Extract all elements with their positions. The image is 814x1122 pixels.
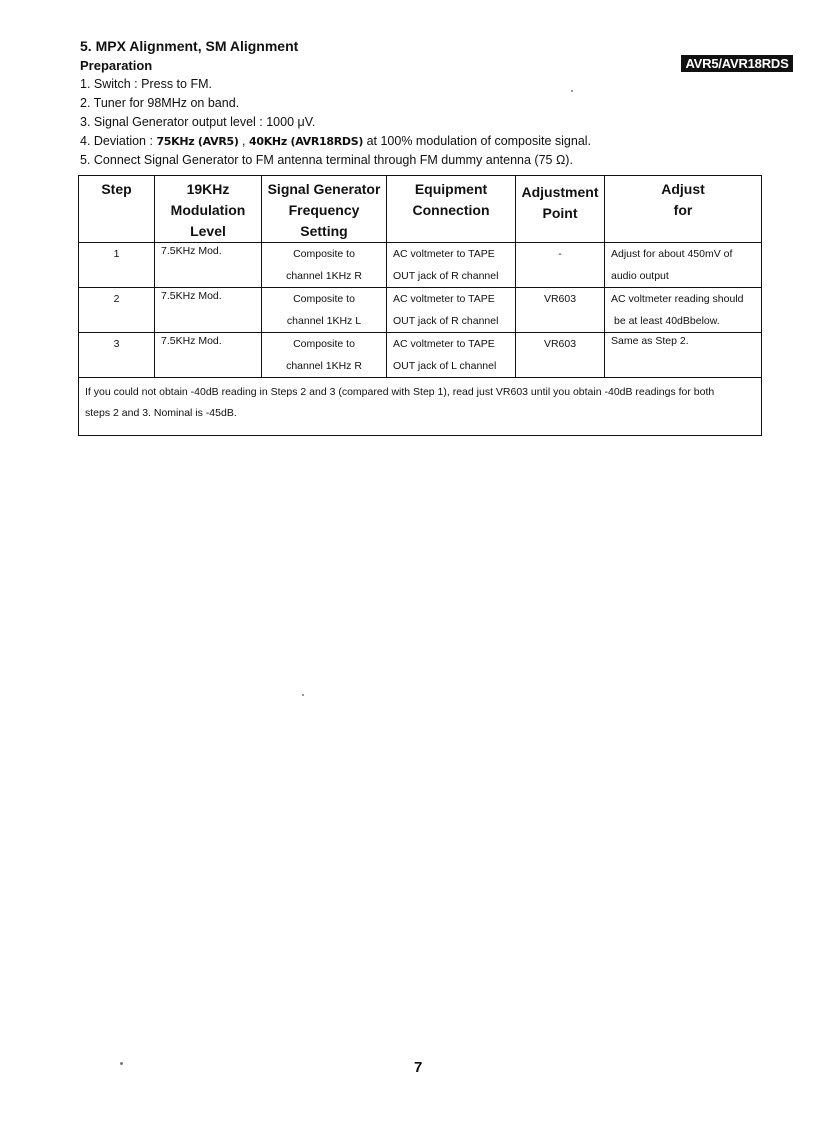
header-signal-generator: Signal Generator Frequency Setting <box>262 176 387 243</box>
note-line-2: steps 2 and 3. Nominal is -45dB. <box>85 407 237 419</box>
cell-signal-setting: Composite to channel 1KHz R <box>262 333 387 378</box>
header-adjust-for: Adjust for <box>605 176 762 243</box>
table-row <box>79 333 762 378</box>
cell-modulation: 7.5KHz Mod. <box>155 333 262 378</box>
page-number: 7 <box>414 1059 423 1076</box>
scan-speck <box>120 1062 123 1065</box>
alignment-table <box>78 175 762 436</box>
cell-adjustment-point: VR603 <box>516 288 605 333</box>
scan-speck <box>302 694 304 696</box>
header-modulation-level: 19KHz Modulation Level <box>155 176 262 243</box>
prep-step-4-prefix: 4. Deviation : <box>80 134 157 148</box>
cell-adjust-for: AC voltmeter reading should be at least 40dBbelow. <box>605 288 762 333</box>
prep-step-4-separator: , <box>238 134 249 148</box>
cell-adjustment-point: - <box>516 243 605 288</box>
cell-signal-setting: Composite to channel 1KHz R <box>262 243 387 288</box>
table-note-row <box>79 378 762 436</box>
cell-adjust-for: Same as Step 2. <box>605 333 762 378</box>
table-header-row <box>79 176 762 243</box>
cell-step: 2 <box>79 288 155 333</box>
cell-modulation: 7.5KHz Mod. <box>155 288 262 333</box>
cell-modulation: 7.5KHz Mod. <box>155 243 262 288</box>
prep-step-3: 3. Signal Generator output level : 1000 μV. <box>80 115 316 129</box>
cell-equipment: AC voltmeter to TAPE OUT jack of L channel <box>387 333 516 378</box>
header-adjustment-point: Adjustment Point <box>516 176 605 243</box>
prep-step-1: 1. Switch : Press to FM. <box>80 77 212 91</box>
cell-adjustment-point: VR603 <box>516 333 605 378</box>
table-row <box>79 243 762 288</box>
note-line-1: If you could not obtain -40dB reading in Steps 2 and 3 (compared with Step 1), read just VR603 until you obtain -40dB readings for both <box>85 386 715 398</box>
table-note <box>79 378 762 436</box>
table-row <box>79 288 762 333</box>
cell-adjust-for: Adjust for about 450mV of audio output <box>605 243 762 288</box>
prep-step-4-suffix: at 100% modulation of composite signal. <box>363 134 592 148</box>
header-step: Step <box>79 176 155 243</box>
prep-step-4 <box>80 134 591 148</box>
cell-step: 3 <box>79 333 155 378</box>
model-badge: AVR5/AVR18RDS <box>681 55 793 72</box>
header-equipment-connection: Equipment Connection <box>387 176 516 243</box>
cell-equipment: AC voltmeter to TAPE OUT jack of R channel <box>387 288 516 333</box>
preparation-heading: Preparation <box>80 58 153 73</box>
prep-step-5: 5. Connect Signal Generator to FM antenna terminal through FM dummy antenna (75 Ω). <box>80 153 573 167</box>
prep-step-2: 2. Tuner for 98MHz on band. <box>80 96 240 110</box>
deviation-avr5: 75KHz (AVR5) <box>156 135 239 148</box>
cell-step: 1 <box>79 243 155 288</box>
cell-signal-setting: Composite to channel 1KHz L <box>262 288 387 333</box>
deviation-avr18rds: 40KHz (AVR18RDS) <box>249 135 364 148</box>
scan-speck <box>571 90 573 92</box>
section-title: 5. MPX Alignment, SM Alignment <box>80 38 299 54</box>
cell-equipment: AC voltmeter to TAPE OUT jack of R channel <box>387 243 516 288</box>
